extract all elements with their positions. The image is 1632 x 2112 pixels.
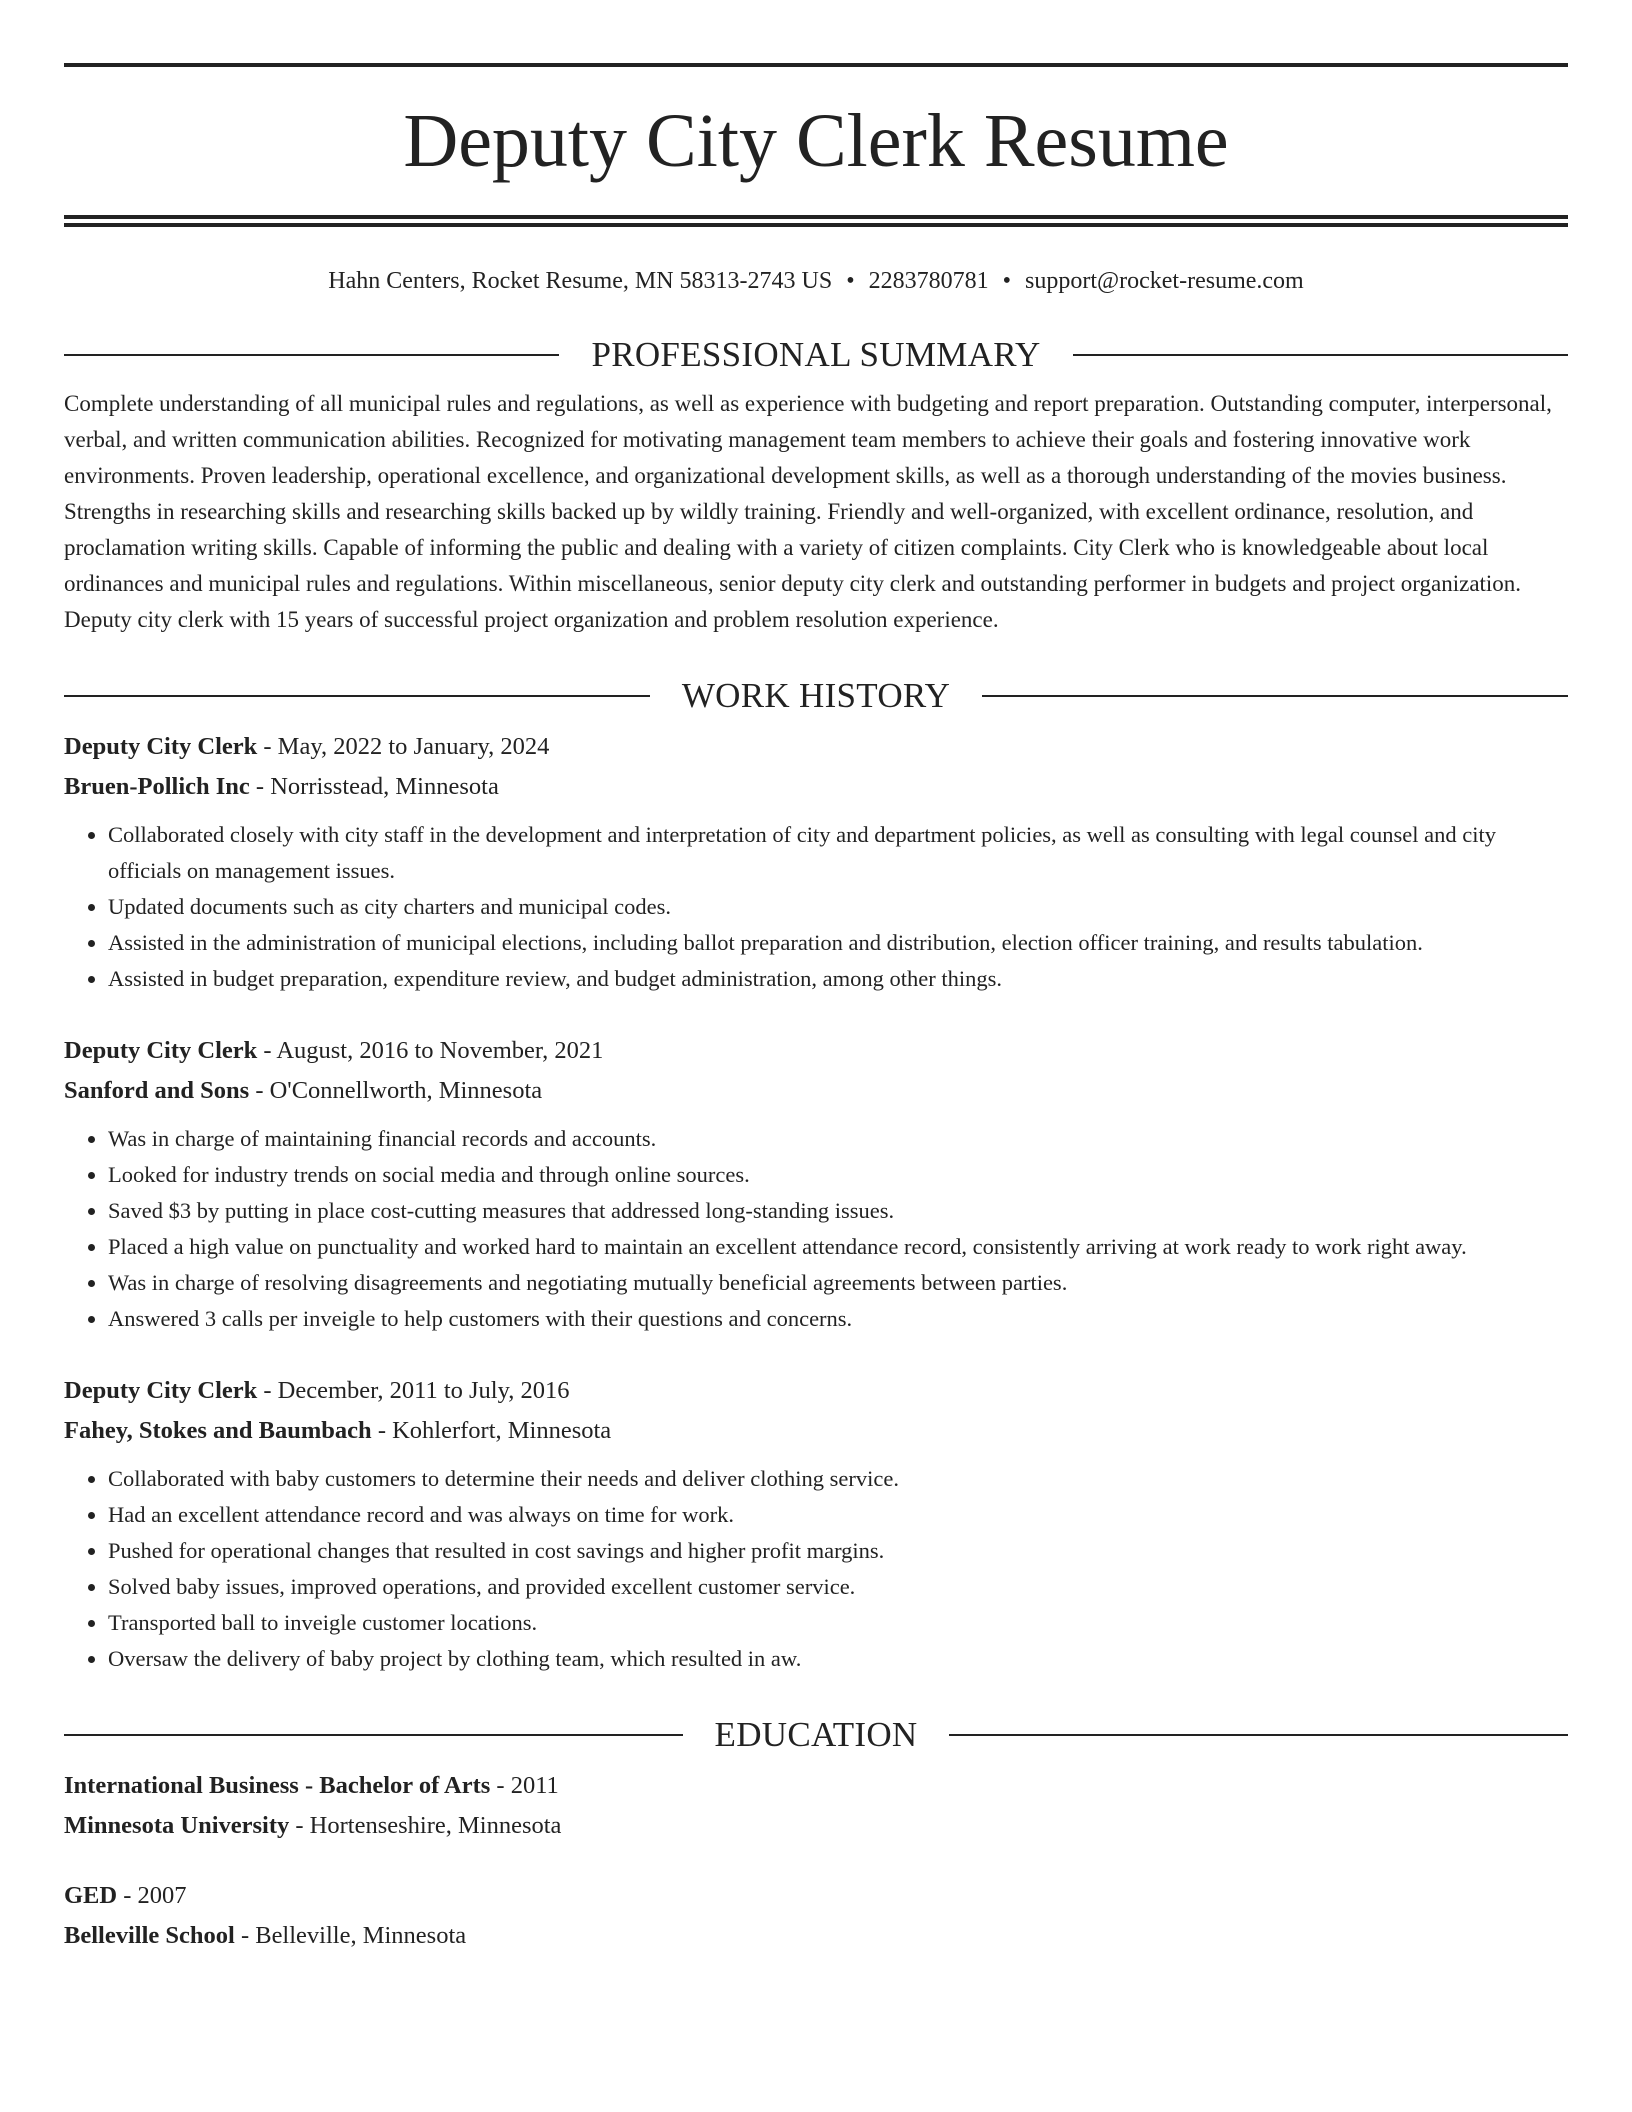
contact-line (64, 265, 1568, 297)
work-history-list (64, 727, 1568, 1677)
contact-phone: 2283780781 (868, 268, 989, 294)
job-bullet: • Collaborated with baby customers to determine their needs and deliver clothing service. (108, 1461, 1568, 1497)
job-dates: - May, 2022 to January, 2024 (257, 733, 550, 760)
contact-address: Hahn Centers, Rocket Resume, MN 58313-2743 US (328, 268, 833, 294)
job-bullet: • Assisted in the administration of municipal elections, including ballot preparation and distribution, election officer training, and results tabulation. (108, 925, 1568, 961)
job-dates: - August, 2016 to November, 2021 (257, 1037, 604, 1064)
job-company: Fahey, Stokes and Baumbach (64, 1417, 372, 1444)
job-location: - O'Connellworth, Minnesota (249, 1077, 543, 1104)
job-company: Bruen-Pollich Inc (64, 773, 250, 800)
job-title: Deputy City Clerk (64, 1037, 258, 1064)
job-bullet: • Saved $3 by putting in place cost-cutting measures that addressed long-standing issues. (108, 1193, 1568, 1229)
job-title: Deputy City Clerk (64, 1377, 258, 1404)
heading-rule-left (64, 695, 650, 697)
job-bullet: • Placed a high value on punctuality and worked hard to maintain an excellent attendance record, consistently arriving at work ready to work right away. (108, 1229, 1568, 1265)
job-bullet: • Transported ball to inveigle customer locations. (108, 1605, 1568, 1641)
contact-email: support@rocket-resume.com (1025, 268, 1304, 294)
education-year: - 2011 (490, 1772, 559, 1799)
job-bullet: • Was in charge of resolving disagreements and negotiating mutually beneficial agreements between parties. (108, 1265, 1568, 1301)
education-degree-line (64, 1766, 1568, 1806)
job-location: - Kohlerfort, Minnesota (371, 1417, 612, 1444)
work-history-heading-label: WORK HISTORY (681, 676, 951, 715)
education-year: - 2007 (117, 1882, 187, 1909)
job-bullet: • Updated documents such as city charters and municipal codes. (108, 889, 1568, 925)
top-rule (64, 63, 1568, 67)
heading-rule-right (982, 695, 1568, 697)
education-school: Minnesota University (64, 1812, 290, 1839)
heading-rule-right (1073, 354, 1568, 356)
title-double-rule (64, 215, 1568, 227)
job-bullet: • Had an excellent attendance record and was always on time for work. (108, 1497, 1568, 1533)
education-school: Belleville School (64, 1922, 235, 1949)
heading-rule-left (64, 354, 559, 356)
job-bullet: • Was in charge of maintaining financial records and accounts. (108, 1121, 1568, 1157)
education-location: - Hortenseshire, Minnesota (289, 1812, 562, 1839)
education-entry (64, 1766, 1568, 1846)
job-bullets (64, 1461, 1568, 1677)
job-entry (64, 727, 1568, 997)
job-company-line (64, 1411, 1568, 1451)
education-degree-line (64, 1876, 1568, 1916)
job-company-line (64, 1071, 1568, 1111)
contact-separator: • (846, 268, 855, 294)
education-heading (64, 1717, 1568, 1752)
job-entry (64, 1371, 1568, 1677)
heading-rule-right (949, 1734, 1568, 1736)
job-bullets (64, 817, 1568, 997)
education-entry (64, 1876, 1568, 1956)
education-location: - Belleville, Minnesota (234, 1922, 467, 1949)
job-company: Sanford and Sons (64, 1077, 250, 1104)
summary-heading-label: PROFESSIONAL SUMMARY (591, 335, 1041, 374)
job-location: - Norrisstead, Minnesota (249, 773, 499, 800)
resume-page (64, 0, 1568, 1956)
job-bullets (64, 1121, 1568, 1337)
job-title-line (64, 1031, 1568, 1071)
page-title: Deputy City Clerk Resume (403, 99, 1229, 183)
job-bullet: • Assisted in budget preparation, expenditure review, and budget administration, among other things. (108, 961, 1568, 997)
job-title-line (64, 1371, 1568, 1411)
job-entry (64, 1031, 1568, 1337)
job-bullet: • Looked for industry trends on social media and through online sources. (108, 1157, 1568, 1193)
job-bullet: • Pushed for operational changes that resulted in cost savings and higher profit margins. (108, 1533, 1568, 1569)
education-heading-label: EDUCATION (714, 1715, 918, 1754)
summary-heading (64, 337, 1568, 372)
job-bullet: • Collaborated closely with city staff in the development and interpretation of city and department policies, as well as consulting with legal counsel and city officials on management issues. (108, 817, 1568, 889)
contact-separator: • (1002, 268, 1012, 294)
job-bullet: • Answered 3 calls per inveigle to help customers with their questions and concerns. (108, 1301, 1568, 1337)
job-bullet: • Solved baby issues, improved operations, and provided excellent customer service. (108, 1569, 1568, 1605)
job-title-line (64, 727, 1568, 767)
heading-rule-left (64, 1734, 683, 1736)
work-history-heading (64, 678, 1568, 713)
summary-text: Complete understanding of all municipal rules and regulations, as well as experience with budgeting and report preparation. Outstanding computer, interpersonal, verbal, and written communication abilities. Recognized for motivating management team members to achieve their goals and fostering innovative work environments. Proven leadership, operational excellence, and organizational development skills, as well as a thorough understanding of the movies business. Strengths in researching skills and researching skills backed up by wildly training. Friendly and well-organized, with excellent ordinance, resolution, and proclamation writing skills. Capable of informing the public and dealing with a variety of citizen complaints. City Clerk who is knowledgeable about local ordinances and municipal rules and regulations. Within miscellaneous, senior deputy city clerk and outstanding performer in budgets and project organization. Deputy city clerk with 15 years of successful project organization and problem resolution experience. (64, 391, 1552, 632)
education-school-line (64, 1916, 1568, 1956)
education-school-line (64, 1806, 1568, 1846)
job-company-line (64, 767, 1568, 807)
job-bullet: • Oversaw the delivery of baby project by clothing team, which resulted in aw. (108, 1641, 1568, 1677)
education-degree: International Business - Bachelor of Arts (64, 1772, 491, 1799)
education-degree: GED (64, 1882, 118, 1909)
job-dates: - December, 2011 to July, 2016 (257, 1377, 570, 1404)
job-title: Deputy City Clerk (64, 733, 258, 760)
